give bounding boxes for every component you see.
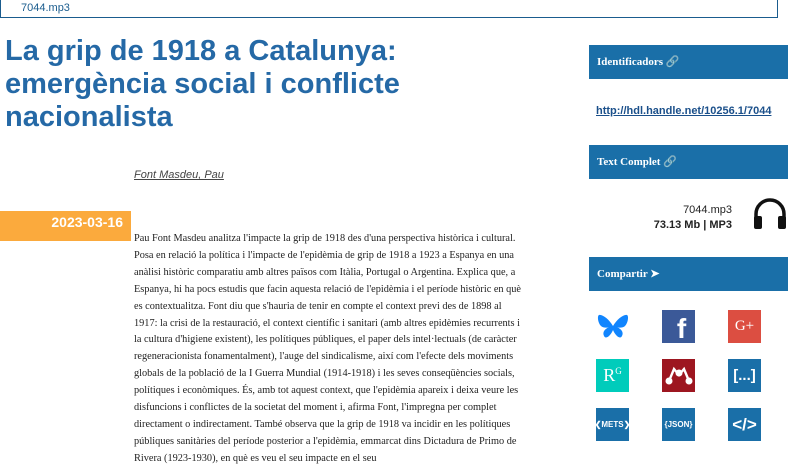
researchgate-icon: $R^G$ xyxy=(603,365,622,385)
google-plus-share-button[interactable] xyxy=(728,310,761,343)
google-plus-icon: G+ xyxy=(734,318,755,334)
bluesky-share-button[interactable] xyxy=(596,310,629,343)
mendeley-share-button[interactable] xyxy=(662,359,695,392)
code-icon: </> xyxy=(732,414,757,434)
handle-link[interactable]: http://hdl.handle.net/10256.1/7044 xyxy=(596,105,772,117)
date-text: 2023-03-16 xyxy=(51,214,123,230)
export-share-button[interactable] xyxy=(728,359,761,392)
date-badge xyxy=(0,211,131,241)
abstract-text: Pau Font Masdeu analitza l'impacte la grip de 1918 des d'una perspectiva històrica i cultural. Posa en relació la política i l'impacte de l'epidèmia de grip de 1918 a 1923 a Espanya en una anàlisi històric comparatiu amb altres països com Itàlia, Portugal o Argentina. Explica que, a Espanya, hi ha pocs estudis que facin aquesta relació de l'epidèmia i el període històric en què es contextualitza. Font diu que s'hauria de tenir en compte el context previ des de 1898 al 1917: la crisi de la restauració, el context científic i sanitari (amb altres epidèmies recurrents i la cultura d'higiene existent), les polítiques públiques, el paper dels intel·lectuals (de caràcter regeneracionista fonamentalment), l'auge del sindicalisme, així com l'efecte dels moviments globals de la població de la I Guerra Mundial (1914-1918) i les seves conseqüències socials, polítiques i econòmiques. És, amb tot aquest context, que l'epidèmia apareix i deixa veure les disfuncions i conflictes de la societat del moment i, afirma Font, l'impregna per complet directament o indirectament. També observa que la grip de 1918 va incidir en les polítiques públiques sanitàries del període posterior a l'epidèmia, emmarcat dins Dictadura de Primo de Rivera (1923-1930), en què es veu el seu impacte en el seu xyxy=(134,233,521,464)
mendeley-icon xyxy=(665,366,693,386)
author-link[interactable]: Font Masdeu, Pau xyxy=(134,169,224,181)
identifiers-heading: Identificadors 🔗 xyxy=(589,45,788,79)
top-file-bar xyxy=(0,0,778,18)
file-name[interactable]: 7044.mp3 xyxy=(683,204,732,216)
headphones-icon[interactable] xyxy=(752,196,788,237)
share-heading: Compartir ➤ xyxy=(589,257,788,291)
json-icon: {JSON} xyxy=(664,420,693,429)
file-label[interactable]: 7044.mp3 xyxy=(21,2,70,14)
mets-icon: ❮METS❯ xyxy=(594,420,631,429)
butterfly-icon xyxy=(597,313,629,341)
brackets-icon: [...] xyxy=(733,367,756,384)
mets-share-button[interactable] xyxy=(596,408,629,441)
embed-share-button[interactable] xyxy=(728,408,761,441)
full-text-heading: Text Complet 🔗 xyxy=(589,145,788,179)
page-title: La grip de 1918 a Catalunya: emergència social i conflicte nacionalista xyxy=(5,35,400,133)
file-size: 73.13 Mb | MP3 xyxy=(653,219,732,231)
facebook-share-button[interactable] xyxy=(662,310,695,343)
json-share-button[interactable] xyxy=(662,408,695,441)
researchgate-share-button[interactable] xyxy=(596,359,629,392)
facebook-icon: f xyxy=(676,312,687,344)
